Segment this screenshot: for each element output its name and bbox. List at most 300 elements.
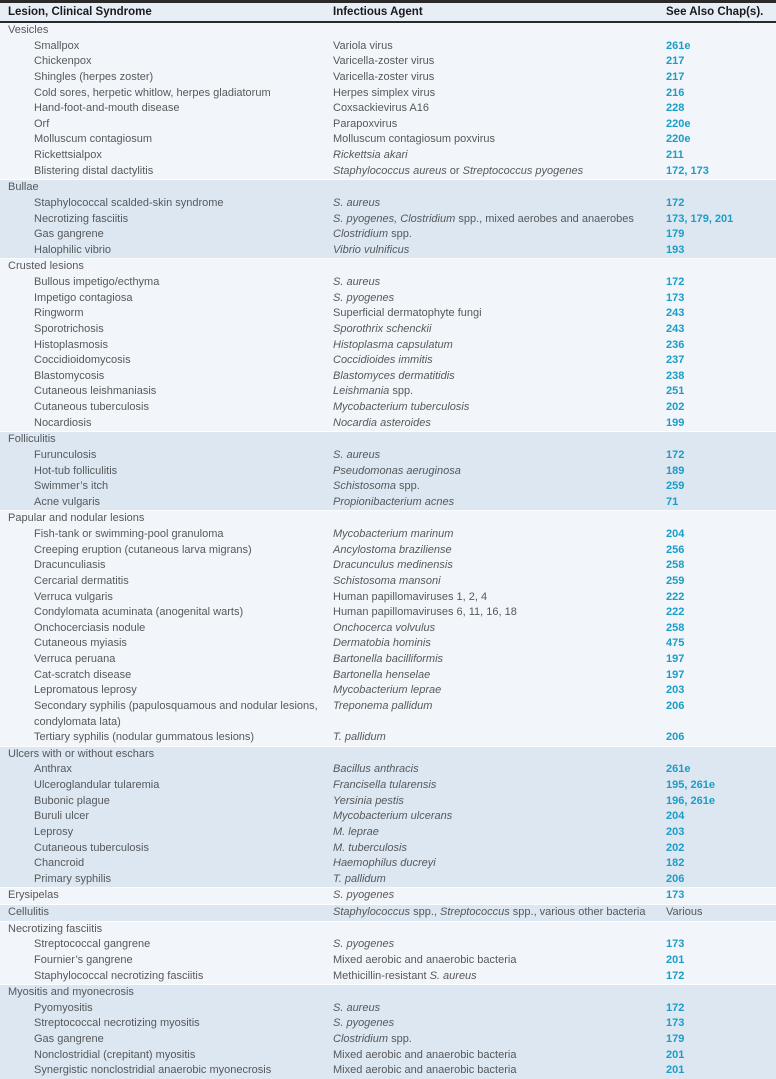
lesion-cell: Tertiary syphilis (nodular gummatous lesions)	[34, 731, 255, 744]
table-row	[0, 148, 776, 164]
chapter-link[interactable]: 256	[666, 543, 685, 556]
section-header-row	[0, 511, 776, 527]
table-row	[0, 384, 776, 400]
chapter-link[interactable]: 222	[666, 606, 685, 619]
lesion-cell: Secondary syphilis (papulosquamous and nodular lesions, condylomata lata)	[34, 699, 318, 728]
agent-cell	[333, 699, 666, 730]
agent-species-italic: Mycobacterium marinum	[333, 528, 454, 540]
lesion-cell: Leprosy	[34, 825, 74, 838]
table-row	[0, 1001, 776, 1017]
lesion-cell: Bullous impetigo/ecthyma	[34, 276, 160, 288]
chapter-link[interactable]: 202	[666, 401, 685, 413]
table-row	[0, 212, 776, 228]
table-row	[0, 905, 776, 922]
table-row	[0, 291, 776, 307]
chapter-link[interactable]: 216	[666, 86, 685, 99]
agent-species-italic: Vibrio vulnificus	[333, 243, 410, 256]
chapter-cell	[666, 905, 776, 922]
agent-cell	[333, 291, 666, 307]
table-row	[0, 636, 776, 652]
chapter-link[interactable]: 172	[666, 448, 685, 461]
chapter-link[interactable]: 173	[666, 291, 685, 304]
chapter-link[interactable]: 222	[666, 590, 685, 603]
agent-cell	[333, 164, 666, 180]
lesion-cell: Smallpox	[34, 39, 80, 52]
agent-cell	[333, 778, 666, 794]
agent-cell	[333, 148, 666, 164]
lesion-cell: Dracunculiasis	[34, 559, 106, 572]
agent-species-italic: M. tuberculosis	[333, 841, 407, 854]
agent-cell	[333, 905, 666, 922]
agent-text: Human papillomaviruses 1, 2, 4	[333, 590, 488, 603]
agent-text: spp.	[388, 228, 412, 241]
chapter-cell	[666, 464, 776, 480]
agent-cell	[333, 574, 666, 590]
chapter-cell	[666, 132, 776, 148]
chapter-link[interactable]: 189	[666, 464, 685, 477]
table-row	[0, 841, 776, 857]
chapter-link[interactable]: 217	[666, 55, 685, 68]
lesion-cell: Hand-foot-and-mouth disease	[34, 102, 180, 115]
agent-species-italic: Nocardia asteroides	[333, 416, 431, 429]
agent-species-italic: S. pyogenes	[333, 291, 395, 304]
agent-cell	[333, 275, 666, 291]
agent-species-italic: S. aureus	[333, 448, 381, 461]
section-header-row	[0, 746, 776, 762]
agent-cell	[333, 353, 666, 369]
table-row	[0, 762, 776, 778]
agent-species-italic: Haemophilus ducreyi	[333, 857, 436, 870]
chapter-cell	[666, 479, 776, 495]
chapter-link[interactable]: 206	[666, 731, 685, 744]
agent-cell	[333, 527, 666, 543]
section-name-cell: Bullae	[0, 180, 776, 196]
table-row	[0, 1063, 776, 1079]
lesion-cell: Histoplasmosis	[34, 338, 108, 351]
chapter-cell	[666, 54, 776, 70]
agent-cell	[333, 1016, 666, 1032]
agent-cell	[333, 196, 666, 212]
agent-text: spp.	[389, 385, 414, 398]
agent-text: spp., various other bacteria	[509, 906, 646, 918]
lesion-cell: Necrotizing fasciitis	[34, 212, 129, 225]
agent-cell	[333, 464, 666, 480]
chapter-cell	[666, 148, 776, 164]
lesion-cell: Cat-scratch disease	[34, 668, 132, 681]
chapter-cell	[666, 652, 776, 668]
table-row	[0, 227, 776, 243]
table-row	[0, 574, 776, 590]
chapter-cell	[666, 969, 776, 985]
table-row	[0, 464, 776, 480]
chapter-link[interactable]: 173	[666, 1017, 685, 1030]
chapter-link[interactable]: 228	[666, 102, 685, 115]
agent-text: Herpes simplex virus	[333, 86, 436, 99]
chapter-link[interactable]: 173, 179, 201	[666, 212, 734, 225]
chapter-link[interactable]: 217	[666, 70, 685, 83]
agent-text: Varicella-zoster virus	[333, 55, 435, 68]
chapter-cell	[666, 794, 776, 810]
header-row	[0, 2, 776, 23]
chapter-link[interactable]: 179	[666, 1033, 685, 1045]
chapter-link[interactable]: 204	[666, 528, 685, 540]
table-row	[0, 872, 776, 888]
agent-text: Molluscum contagiosum poxvirus	[333, 133, 496, 146]
table-row	[0, 969, 776, 985]
agent-cell	[333, 54, 666, 70]
agent-species-italic: T. pallidum	[333, 731, 386, 744]
section-header-row	[0, 985, 776, 1001]
table-row	[0, 1048, 776, 1064]
agent-species-italic: Pseudomonas aeruginosa	[333, 464, 461, 477]
chapter-link[interactable]: 238	[666, 369, 685, 382]
agent-species-italic: Staphylococcus aureus	[333, 164, 447, 177]
table-body	[0, 22, 776, 1079]
agent-species-italic: Francisella tularensis	[333, 779, 437, 791]
agent-cell	[333, 369, 666, 385]
table-row	[0, 448, 776, 464]
table-row	[0, 809, 776, 825]
chapter-cell	[666, 86, 776, 102]
chapter-link[interactable]: 182	[666, 857, 685, 870]
chapter-cell	[666, 543, 776, 559]
chapter-link[interactable]: 251	[666, 385, 685, 398]
chapter-link[interactable]: 203	[666, 825, 685, 838]
chapter-link[interactable]: 237	[666, 354, 685, 367]
chapter-link[interactable]: 220e	[666, 117, 691, 130]
agent-text: Superficial dermatophyte fungi	[333, 307, 482, 320]
section-name-cell: Vesicles	[0, 22, 776, 39]
lesion-cell: Ringworm	[34, 307, 84, 320]
lesion-cell: Streptococcal necrotizing myositis	[34, 1017, 200, 1030]
chapter-cell	[666, 809, 776, 825]
chapter-cell	[666, 574, 776, 590]
table-row	[0, 353, 776, 369]
chapter-link[interactable]: 201	[666, 1048, 685, 1061]
lesion-cell: Orf	[34, 117, 50, 130]
chapter-cell	[666, 353, 776, 369]
agent-text: Variola virus	[333, 39, 393, 52]
lesion-cell: Furunculosis	[34, 448, 97, 461]
agent-cell	[333, 953, 666, 969]
chapter-cell	[666, 636, 776, 652]
agent-cell	[333, 338, 666, 354]
chapter-cell	[666, 590, 776, 606]
lesion-cell: Erysipelas	[0, 888, 333, 905]
chapter-cell	[666, 1063, 776, 1079]
chapter-link[interactable]: 243	[666, 322, 685, 335]
agent-cell	[333, 101, 666, 117]
agent-species-italic: Leishmania	[333, 385, 390, 398]
lesion-cell: Blastomycosis	[34, 369, 105, 382]
agent-cell	[333, 495, 666, 511]
chapter-link[interactable]: 258	[666, 559, 685, 572]
lesion-cell: Coccidioidomycosis	[34, 354, 131, 367]
agent-species-italic: Mycobacterium leprae	[333, 684, 442, 697]
chapter-link[interactable]: 172	[666, 1001, 685, 1014]
agent-species-italic: Schistosoma mansoni	[333, 574, 441, 587]
agent-species-italic: Yersinia pestis	[333, 794, 404, 807]
lesion-cell: Chancroid	[34, 857, 85, 870]
agent-species-italic: Coccidioides immitis	[333, 354, 433, 367]
agent-species-italic: S. pyogenes	[333, 889, 395, 902]
section-name-cell: Folliculitis	[0, 432, 776, 448]
lesion-cell: Blistering distal dactylitis	[34, 164, 154, 177]
agent-cell	[333, 825, 666, 841]
agent-species-italic: Bartonella henselae	[333, 668, 431, 681]
chapter-cell	[666, 683, 776, 699]
lesion-cell: Anthrax	[34, 763, 72, 776]
chapter-cell	[666, 196, 776, 212]
agent-cell	[333, 212, 666, 228]
agent-species-italic: Bartonella bacilliformis	[333, 653, 444, 665]
chapter-cell	[666, 1001, 776, 1017]
agent-species-italic: Clostridium	[333, 1033, 389, 1045]
chapter-link[interactable]: 173	[666, 889, 685, 902]
chapter-link[interactable]: 172	[666, 969, 685, 982]
chapter-link[interactable]: 197	[666, 653, 685, 665]
agent-cell	[333, 400, 666, 416]
agent-cell	[333, 730, 666, 746]
agent-cell	[333, 937, 666, 953]
lesion-cell: Verruca peruana	[34, 653, 116, 665]
table-row	[0, 825, 776, 841]
lesion-cell: Halophilic vibrio	[34, 243, 112, 256]
agent-cell	[333, 479, 666, 495]
lesion-cell: Hot-tub folliculitis	[34, 464, 118, 477]
table-row	[0, 730, 776, 746]
agent-species-italic: Onchocerca volvulus	[333, 621, 436, 634]
agent-species-italic: Mycobacterium ulcerans	[333, 810, 453, 823]
chapter-cell	[666, 621, 776, 637]
lesion-cell: Cold sores, herpetic whitlow, herpes gladiatorum	[34, 86, 271, 99]
table-row	[0, 164, 776, 180]
lesion-cell: Nocardiosis	[34, 416, 92, 429]
agent-species-italic: Histoplasma capsulatum	[333, 338, 453, 351]
table-row	[0, 369, 776, 385]
agent-cell	[333, 1063, 666, 1079]
table-row	[0, 86, 776, 102]
chapter-cell	[666, 872, 776, 888]
chapter-cell	[666, 825, 776, 841]
lesion-cell: Cutaneous myiasis	[34, 637, 127, 650]
table-row	[0, 322, 776, 338]
lesion-cell: Synergistic nonclostridial anaerobic myonecrosis	[34, 1064, 272, 1077]
agent-text: or	[446, 164, 463, 177]
agent-cell	[333, 888, 666, 905]
lesion-cell: Impetigo contagiosa	[34, 291, 133, 304]
agent-species-italic: Rickettsia akari	[333, 149, 408, 161]
chapter-link[interactable]: 193	[666, 243, 685, 256]
section-name-cell: Crusted lesions	[0, 259, 776, 275]
agent-cell	[333, 762, 666, 778]
lesion-cell: Condylomata acuminata (anogenital warts)	[34, 606, 244, 619]
lesion-cell: Ulceroglandular tularemia	[34, 779, 160, 791]
agent-species-italic: Schistosoma	[333, 480, 396, 493]
table-row	[0, 70, 776, 86]
table-row	[0, 953, 776, 969]
chapter-link[interactable]: 199	[666, 416, 685, 429]
lesion-cell: Rickettsialpox	[34, 149, 102, 161]
agent-cell	[333, 132, 666, 148]
agent-species-italic: Staphylococcus	[333, 906, 411, 918]
chapter-cell	[666, 291, 776, 307]
chapter-cell	[666, 953, 776, 969]
table-row	[0, 416, 776, 432]
agent-text: Methicillin-resistant	[333, 969, 430, 982]
lesion-cell: Cutaneous tuberculosis	[34, 401, 149, 413]
agent-cell	[333, 558, 666, 574]
chapter-link[interactable]: 206	[666, 872, 685, 885]
chapter-link[interactable]: 261e	[666, 39, 691, 52]
chapter-cell	[666, 448, 776, 464]
agent-species-italic: Sporothrix schenckii	[333, 322, 432, 335]
agent-text: Coxsackievirus A16	[333, 102, 429, 115]
table-row	[0, 101, 776, 117]
lesion-cell: Nonclostridial (crepitant) myositis	[34, 1048, 196, 1061]
chapter-link[interactable]: 172	[666, 196, 685, 209]
column-header-agent: Infectious Agent	[333, 2, 666, 23]
agent-cell	[333, 636, 666, 652]
agent-species-italic: Clostridium	[333, 228, 389, 241]
column-header-lesion: Lesion, Clinical Syndrome	[0, 2, 333, 23]
chapter-link[interactable]: 206	[666, 699, 685, 712]
agent-cell	[333, 448, 666, 464]
chapter-link[interactable]: 259	[666, 574, 685, 587]
chapter-link[interactable]: 261e	[666, 763, 691, 776]
chapter-link[interactable]: 204	[666, 810, 685, 823]
agent-cell	[333, 590, 666, 606]
agent-cell	[333, 1001, 666, 1017]
chapter-link[interactable]: 201	[666, 953, 685, 966]
chapter-cell	[666, 416, 776, 432]
section-header-row	[0, 259, 776, 275]
agent-species-italic: Streptococcus	[440, 906, 510, 918]
chapter-cell	[666, 730, 776, 746]
lesion-cell: Gas gangrene	[34, 1033, 104, 1045]
agent-cell	[333, 227, 666, 243]
chapter-cell	[666, 306, 776, 322]
table-row	[0, 652, 776, 668]
agent-cell	[333, 384, 666, 400]
chapter-cell	[666, 322, 776, 338]
section-header-row	[0, 180, 776, 196]
chapter-link[interactable]: 173	[666, 938, 685, 951]
chapter-link[interactable]: 172, 173	[666, 164, 709, 177]
table-row	[0, 605, 776, 621]
lesion-cell: Bubonic plague	[34, 794, 110, 807]
agent-species-italic: S. pyogenes, Clostridium	[333, 212, 456, 225]
agent-cell	[333, 117, 666, 133]
lesion-cell: Verruca vulgaris	[34, 590, 113, 603]
chapter-link[interactable]: 202	[666, 841, 685, 854]
table-row	[0, 937, 776, 953]
agent-text: Mixed aerobic and anaerobic bacteria	[333, 1064, 517, 1077]
agent-species-italic: S. pyogenes	[333, 1017, 395, 1030]
chapter-link[interactable]: 201	[666, 1064, 685, 1077]
chapter-link[interactable]: 475	[666, 637, 685, 650]
agent-text: Mixed aerobic and anaerobic bacteria	[333, 953, 517, 966]
agent-text: Human papillomaviruses 6, 11, 16, 18	[333, 606, 517, 619]
table-header	[0, 2, 776, 23]
chapter-cell	[666, 762, 776, 778]
chapter-link[interactable]: 71	[666, 495, 679, 508]
chapter-cell	[666, 243, 776, 259]
agent-text: Parapoxvirus	[333, 117, 398, 130]
lesion-cell: Shingles (herpes zoster)	[34, 70, 154, 83]
agent-species-italic: S. aureus	[333, 196, 381, 209]
chapter-link[interactable]: 197	[666, 668, 685, 681]
lesion-cell: Staphylococcal scalded-skin syndrome	[34, 196, 224, 209]
chapter-link[interactable]: 259	[666, 480, 685, 493]
chapter-link[interactable]: 243	[666, 307, 685, 320]
agent-cell	[333, 794, 666, 810]
chapter-link[interactable]: 236	[666, 338, 685, 351]
chapter-link[interactable]: 220e	[666, 133, 691, 146]
column-header-chapters: See Also Chap(s).	[666, 2, 776, 23]
chapter-text: Various	[666, 906, 703, 918]
chapter-cell	[666, 400, 776, 416]
chapter-link[interactable]: 203	[666, 684, 685, 697]
agent-species-italic: Ancylostoma braziliense	[333, 543, 452, 556]
lesion-cell: Fish-tank or swimming-pool granuloma	[34, 528, 224, 540]
lesion-cell: Acne vulgaris	[34, 495, 101, 508]
lesion-cell: Cutaneous tuberculosis	[34, 841, 149, 854]
table-row	[0, 39, 776, 55]
lesion-cell: Swimmer’s itch	[34, 480, 109, 493]
table-row	[0, 1032, 776, 1048]
table-row	[0, 590, 776, 606]
agent-species-italic: Propionibacterium acnes	[333, 495, 455, 508]
chapter-link[interactable]: 179	[666, 228, 685, 241]
table-row	[0, 132, 776, 148]
chapter-link[interactable]: 172	[666, 276, 685, 288]
table-row	[0, 668, 776, 684]
agent-cell	[333, 322, 666, 338]
chapter-cell	[666, 856, 776, 872]
agent-species-italic: M. leprae	[333, 825, 379, 838]
agent-cell	[333, 683, 666, 699]
agent-cell	[333, 841, 666, 857]
chapter-cell	[666, 117, 776, 133]
agent-cell	[333, 668, 666, 684]
table-row	[0, 479, 776, 495]
agent-text: spp.,	[410, 906, 441, 918]
chapter-link[interactable]: 196, 261e	[666, 794, 715, 807]
agent-species-italic: T. pallidum	[333, 872, 386, 885]
chapter-cell	[666, 227, 776, 243]
agent-cell	[333, 872, 666, 888]
table-row	[0, 888, 776, 905]
chapter-link[interactable]: 258	[666, 621, 685, 634]
table-row	[0, 778, 776, 794]
section-name-cell: Papular and nodular lesions	[0, 511, 776, 527]
agent-species-italic: S. aureus	[429, 969, 477, 982]
section-name-cell: Necrotizing fasciitis	[0, 921, 776, 937]
agent-species-italic: S. pyogenes	[333, 938, 395, 951]
chapter-cell	[666, 888, 776, 905]
chapter-cell	[666, 668, 776, 684]
agent-species-italic: S. aureus	[333, 276, 381, 288]
chapter-cell	[666, 369, 776, 385]
agent-cell	[333, 969, 666, 985]
table-row	[0, 495, 776, 511]
chapter-link[interactable]: 195, 261e	[666, 779, 715, 791]
table-row	[0, 856, 776, 872]
table-row	[0, 400, 776, 416]
chapter-cell	[666, 101, 776, 117]
chapter-link[interactable]: 211	[666, 149, 684, 161]
